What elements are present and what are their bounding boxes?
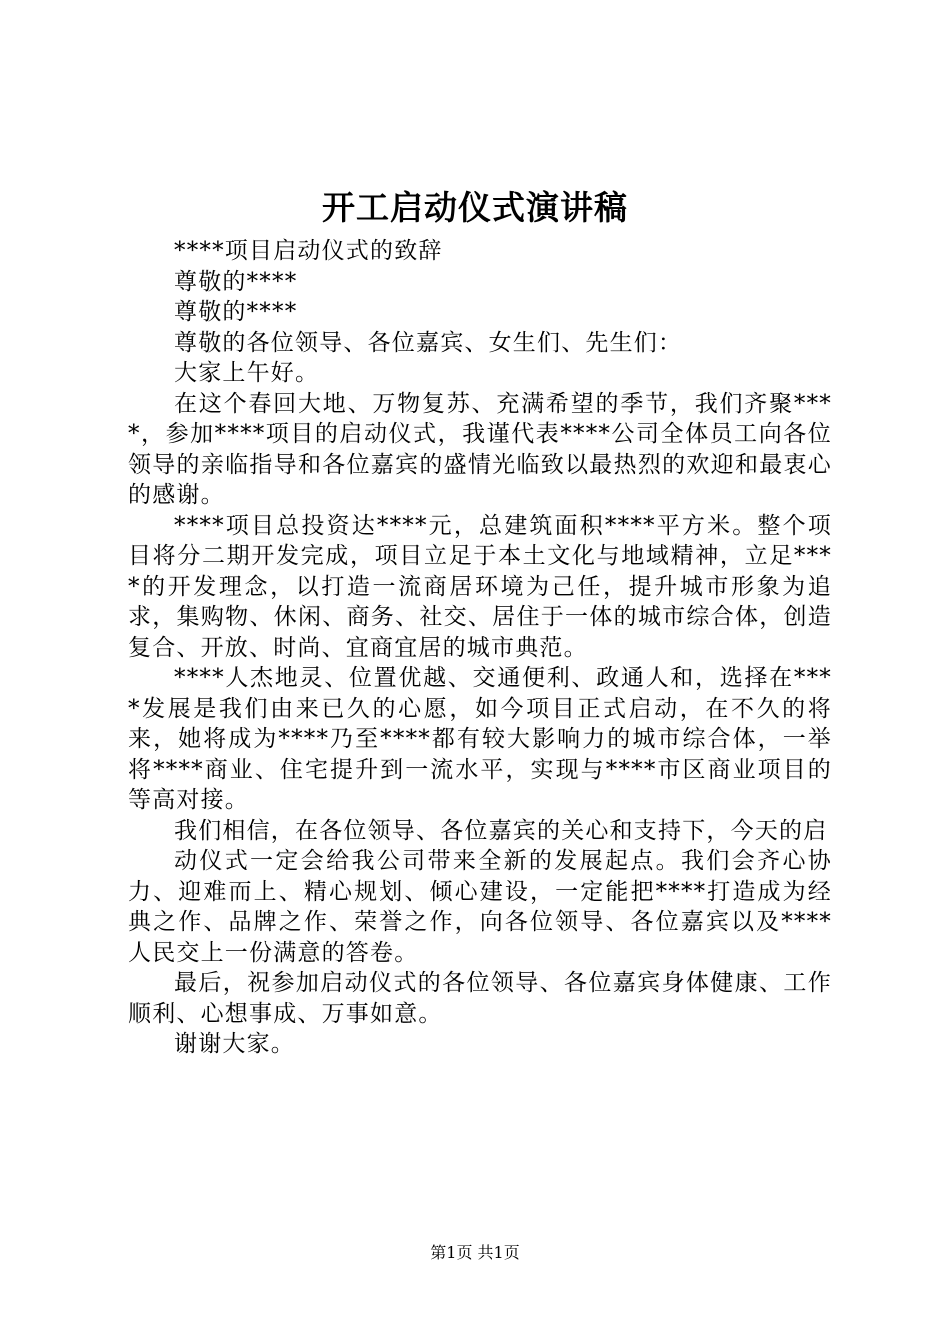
- page-footer: 第1页 共1页: [430, 1243, 520, 1262]
- paragraph-belief: 我们相信，在各位领导、各位嘉宾的关心和支持下，今天的启: [174, 817, 828, 844]
- document-body: [128, 236, 832, 1060]
- paragraph-salutation-1: 尊敬的****: [174, 268, 298, 295]
- document-title: 开工启动仪式演讲稿: [322, 188, 628, 227]
- paragraph-location: ****人杰地灵、位置优越、交通便利、政通人和，选择在****发展是我们由来已久的心愿，如今项目正式启动，在不久的将来，她将成为****乃至****都有较大影响力的城市综合体，一举将****商业、住宅提升到一流水平，实现与****市区商业项目的等高对接。: [128, 665, 832, 813]
- paragraph-commitment: 动仪式一定会给我公司带来全新的发展起点。我们会齐心协力、迎难而上、精心规划、倾心建设，一定能把****打造成为经典之作、品牌之作、荣誉之作，向各位领导、各位嘉宾以及****人民交上一份满意的答卷。: [128, 848, 832, 966]
- paragraph-thanks: 谢谢大家。: [174, 1031, 295, 1057]
- paragraph-welcome: 在这个春回大地、万物复苏、充满希望的季节，我们齐聚****，参加****项目的启动仪式，我谨代表****公司全体员工向各位领导的亲临指导和各位嘉宾的盛情光临致以最热烈的欢迎和最衷心的感谢。: [128, 390, 832, 508]
- paragraph-salutation-2: 尊敬的****: [174, 299, 298, 325]
- paragraph-wishes: 最后，祝参加启动仪式的各位领导、各位嘉宾身体健康、工作顺利、心想事成、万事如意。: [128, 970, 832, 1027]
- paragraph-project-overview: ****项目总投资达****元，总建筑面积****平方米。整个项目将分二期开发完成，项目立足于本土文化与地域精神，立足****的开发理念，以打造一流商居环境为己任，提升城市形象为追求，集购物、休闲、商务、社交、居住于一体的城市综合体，创造复合、开放、时尚、宜商宜居的城市典范。: [128, 512, 832, 661]
- paragraph-greeting: 大家上午好。: [174, 360, 320, 386]
- paragraph-salutation-3: 尊敬的各位领导、各位嘉宾、女生们、先生们：: [174, 329, 683, 356]
- paragraph-heading: ****项目启动仪式的致辞: [174, 238, 443, 264]
